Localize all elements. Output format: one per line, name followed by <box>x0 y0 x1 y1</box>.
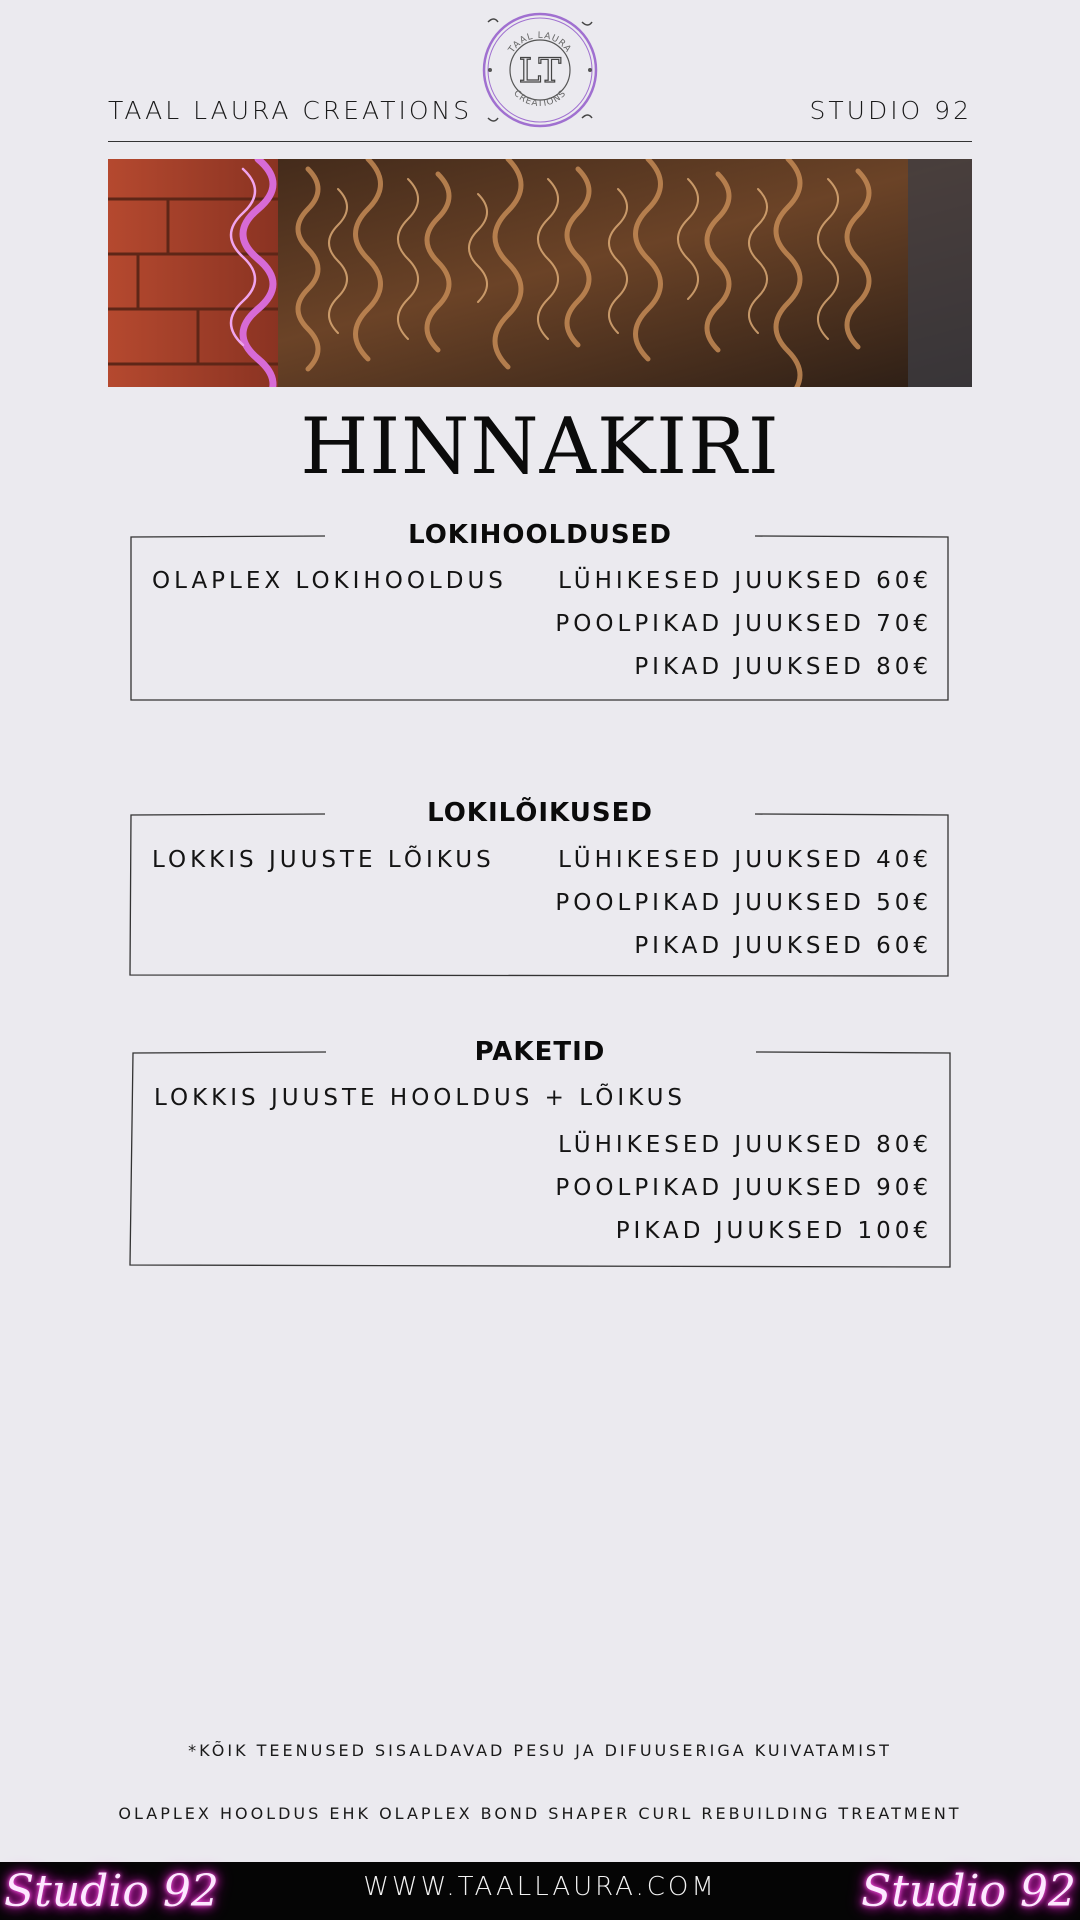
price-short: LÜHIKESED JUUKSED 60€ <box>558 568 932 594</box>
service-label-package: LOKKIS JUUSTE HOOLDUS + LÕIKUS <box>154 1085 687 1111</box>
section-title-lokiloikused: LOKILÕIKUSED <box>427 798 653 828</box>
service-label-loikus: LOKKIS JUUSTE LÕIKUS <box>152 847 495 873</box>
section-title-paketid: PAKETID <box>474 1037 606 1067</box>
svg-text:CREATIONS <box>511 89 568 110</box>
studio-name: STUDIO 92 <box>809 96 972 125</box>
price-long: PIKAD JUUKSED 60€ <box>634 933 932 959</box>
footnote-olaplex: OLAPLEX HOOLDUS EHK OLAPLEX BOND SHAPER CURL REBUILDING TREATMENT <box>118 1804 962 1823</box>
section-title-lokihooldused: LOKIHOOLDUSED <box>408 520 672 550</box>
price-medium: POOLPIKAD JUUKSED 50€ <box>555 890 932 916</box>
footnote-services: *KÕIK TEENUSED SISALDAVAD PESU JA DIFUUSERIGA KUIVATAMIST <box>188 1741 892 1760</box>
logo-bottom-text: CREATIONS <box>511 88 569 110</box>
footer-bar <box>0 1862 1080 1920</box>
neon-sign-right: Studio 92 <box>861 1866 1076 1917</box>
price-short: LÜHIKESED JUUKSED 40€ <box>558 847 932 873</box>
header-divider <box>108 141 972 142</box>
website-link[interactable]: WWW.TAALLAURA.COM <box>363 1872 717 1902</box>
price-medium: POOLPIKAD JUUKSED 70€ <box>555 611 932 637</box>
price-short: LÜHIKESED JUUKSED 80€ <box>558 1132 932 1158</box>
logo-monogram: LT <box>518 51 562 91</box>
price-medium: POOLPIKAD JUUKSED 90€ <box>555 1175 932 1201</box>
curly-hair-banner <box>108 159 972 387</box>
neon-sign-left: Studio 92 <box>4 1866 219 1917</box>
page-title: HINNAKIRI <box>300 402 780 492</box>
price-long: PIKAD JUUKSED 80€ <box>634 654 932 680</box>
service-label-olaplex: OLAPLEX LOKIHOOLDUS <box>152 568 507 594</box>
brand-name: TAAL LAURA CREATIONS <box>108 96 473 125</box>
price-long: PIKAD JUUKSED 100€ <box>615 1218 932 1244</box>
logo-top-text: TAAL LAURA <box>506 30 574 56</box>
taal-laura-logo <box>478 8 602 132</box>
